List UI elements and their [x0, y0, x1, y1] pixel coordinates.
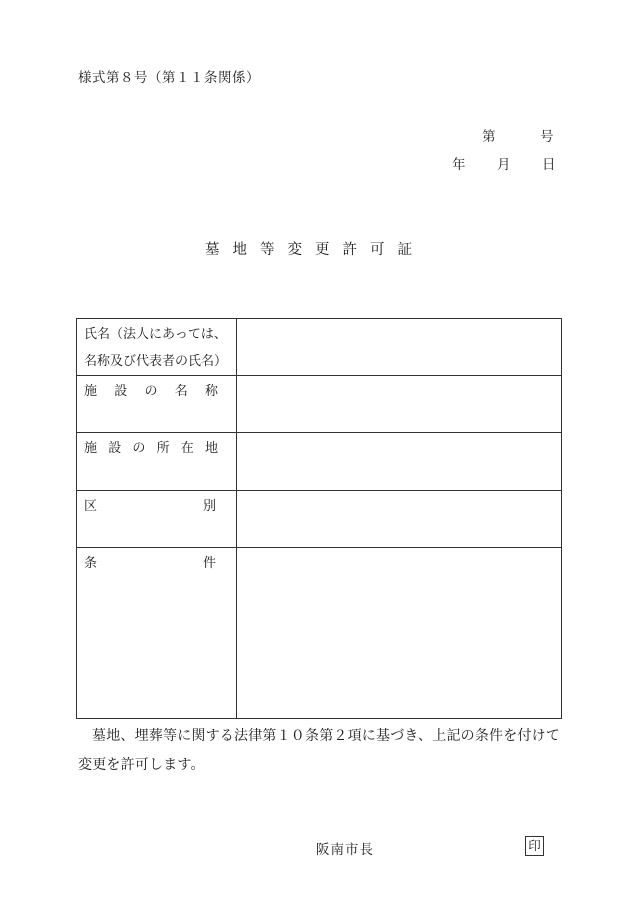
- conditions-row: [77, 548, 562, 719]
- category-char: 別: [202, 499, 216, 514]
- facility-name-char: 設: [114, 384, 128, 399]
- permit-table: [76, 318, 562, 719]
- mayor-title: 阪南市長: [316, 842, 374, 858]
- conditions-label-cell: [77, 548, 237, 719]
- date-day-label: 日: [542, 157, 556, 173]
- facility-location-char: 所: [156, 441, 170, 456]
- document-title: 墓地等変更許可証: [205, 242, 425, 258]
- date-year-label: 年: [452, 157, 466, 173]
- form-number: 様式第８号（第１１条関係）: [78, 70, 260, 86]
- name-value-cell[interactable]: [237, 319, 562, 376]
- conditions-char: 件: [202, 556, 216, 571]
- facility-location-value-cell[interactable]: [237, 433, 562, 491]
- name-row: [77, 319, 562, 376]
- conditions-char: 条: [84, 556, 98, 571]
- facility-location-char: の: [132, 441, 146, 456]
- facility-location-char: 設: [108, 441, 122, 456]
- facility-name-row: [77, 376, 562, 433]
- facility-name-char: の: [144, 384, 158, 399]
- conditions-value-cell[interactable]: [237, 548, 562, 719]
- number-dai-label: 第: [482, 129, 496, 145]
- name-label-line1: 氏名（法人にあっては、: [84, 327, 227, 342]
- permit-statement: 墓地、埋葬等に関する法律第１０条第２項に基づき、上記の条件を付けて変更を許可します。: [78, 728, 561, 773]
- facility-name-value-cell[interactable]: [237, 376, 562, 433]
- name-label-line2: 名称及び代表者の氏名）: [84, 354, 228, 369]
- facility-location-char: 地: [204, 441, 218, 456]
- facility-name-char: 名: [174, 384, 188, 399]
- facility-name-char: 称: [204, 384, 218, 399]
- facility-location-label-cell: [77, 433, 237, 491]
- category-value-cell[interactable]: [237, 491, 562, 548]
- facility-location-char: 施: [84, 441, 98, 456]
- facility-name-label-cell: [77, 376, 237, 433]
- category-label-cell: [77, 491, 237, 548]
- date-month-label: 月: [497, 157, 511, 173]
- category-char: 区: [84, 499, 98, 514]
- category-row: [77, 491, 562, 548]
- facility-location-char: 在: [180, 441, 194, 456]
- facility-location-row: [77, 433, 562, 491]
- seal-mark: 印: [525, 836, 544, 856]
- name-label-cell: [77, 319, 237, 376]
- number-go-label: 号: [540, 129, 554, 145]
- facility-name-char: 施: [84, 384, 98, 399]
